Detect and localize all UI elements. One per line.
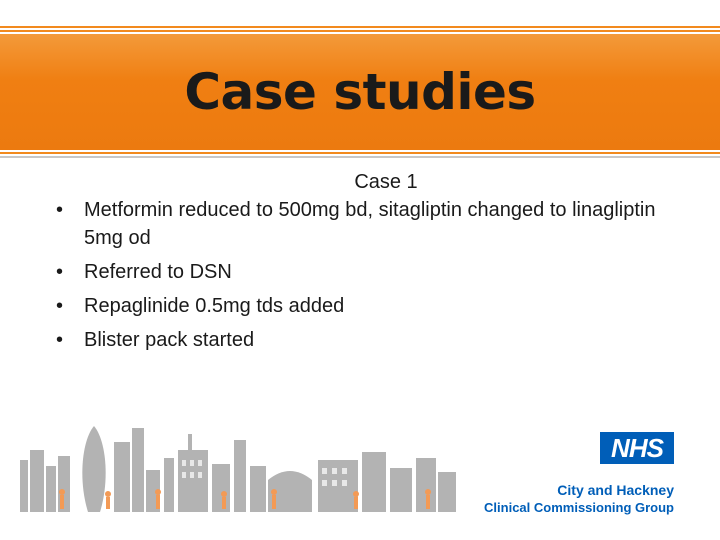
org-name-line1: City and Hackney — [557, 482, 674, 498]
bullet-text: Metformin reduced to 500mg bd, sitagliptin changed to linagliptin 5mg od — [84, 199, 656, 249]
nhs-ccg-logo — [476, 428, 688, 520]
org-name-line2: Clinical Commissioning Group — [484, 500, 674, 515]
banner-rule — [0, 152, 720, 154]
slide-body — [56, 168, 676, 360]
city-skyline-illustration — [18, 420, 458, 512]
bullet-text: Referred to DSN — [84, 261, 232, 283]
slide-title: Case studies — [184, 63, 536, 121]
nhs-logo-box: NHS — [600, 432, 674, 464]
title-banner — [0, 34, 720, 150]
bullet-dot-icon: • — [56, 295, 64, 317]
slide-subtitle: Case 1 — [354, 171, 418, 193]
bullet-list — [56, 196, 676, 354]
bullet-item — [56, 292, 676, 320]
bullet-dot-icon: • — [56, 261, 64, 283]
top-rule-inner — [0, 30, 720, 32]
bullet-dot-icon: • — [56, 329, 64, 351]
top-rule — [0, 26, 720, 28]
bullet-text: Blister pack started — [84, 329, 255, 351]
bullet-item — [56, 326, 676, 354]
banner-gray-rule — [0, 156, 720, 158]
bullet-item — [56, 196, 676, 252]
bullet-item — [56, 258, 676, 286]
bullet-text: Repaglinide 0.5mg tds added — [84, 295, 345, 317]
bullet-dot-icon: • — [56, 199, 64, 221]
